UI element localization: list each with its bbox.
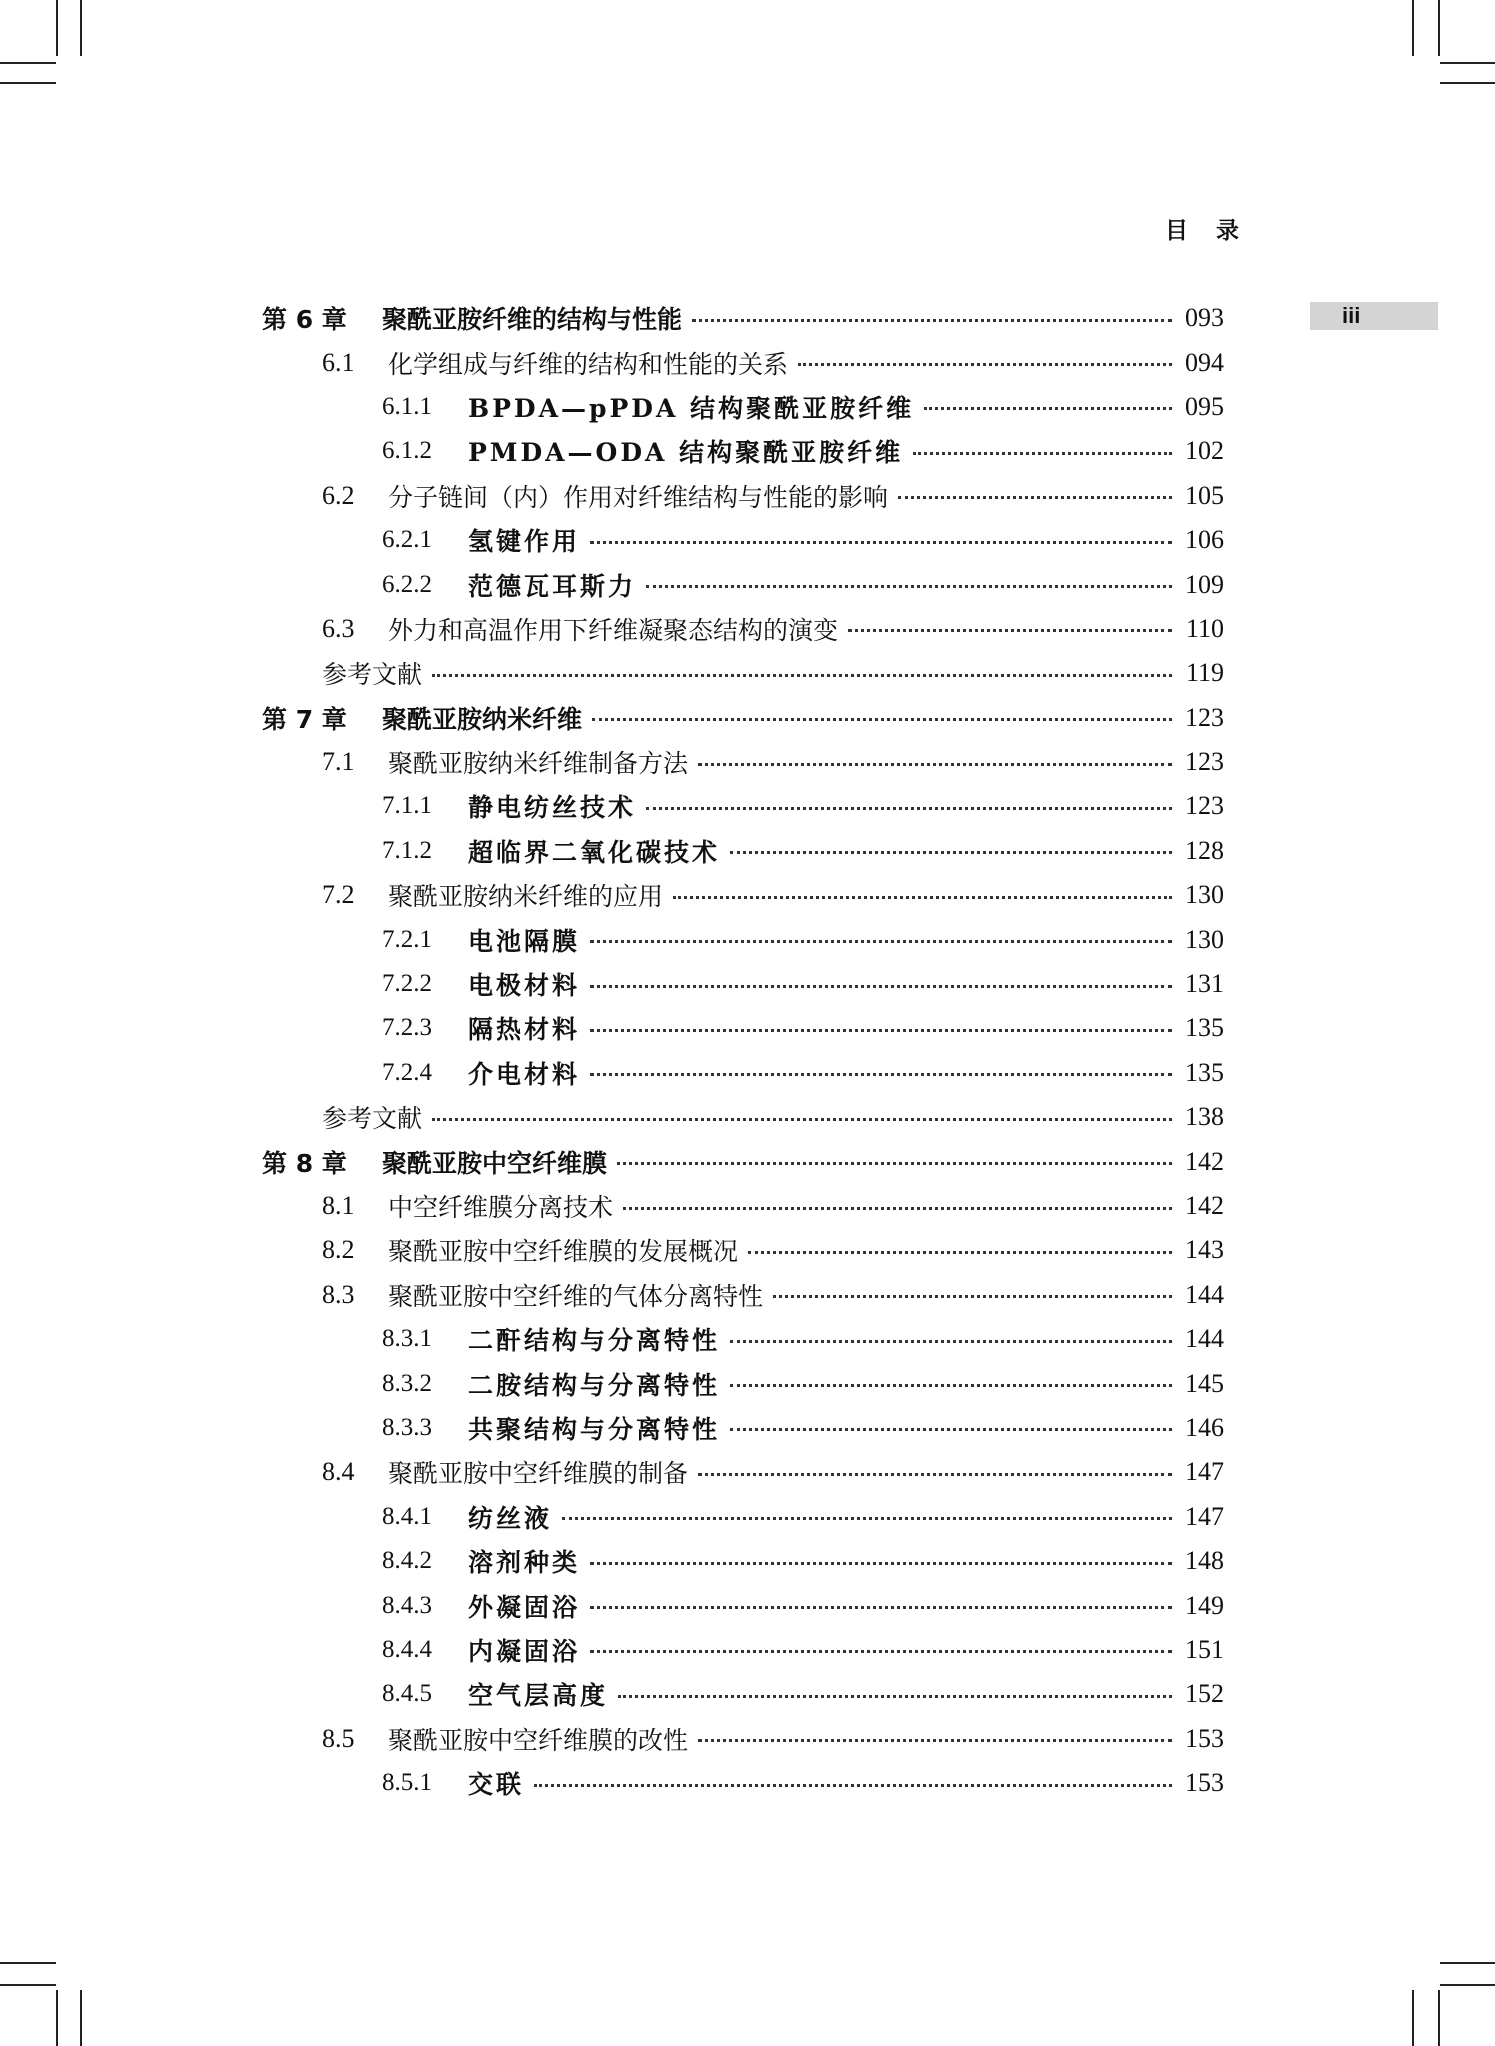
crop-mark bbox=[56, 1990, 58, 2046]
dot-leader bbox=[590, 1562, 1172, 1565]
dot-leader bbox=[432, 1118, 1172, 1121]
toc-entry-page: 138 bbox=[1185, 1102, 1224, 1132]
dot-leader bbox=[592, 718, 1172, 721]
toc-entry[interactable] bbox=[262, 518, 1224, 562]
toc-entry-title: 氢键作用 bbox=[468, 527, 581, 557]
crop-mark bbox=[56, 0, 58, 56]
toc-entry-number: 7.2.3 bbox=[382, 1014, 432, 1042]
dot-leader bbox=[534, 1784, 1172, 1787]
toc-entry[interactable] bbox=[262, 1273, 1224, 1317]
toc-entry-number: 6.1 bbox=[322, 347, 355, 377]
toc-entry-page: 135 bbox=[1185, 1013, 1224, 1043]
toc-entry-page: 144 bbox=[1185, 1279, 1224, 1309]
dot-leader bbox=[646, 585, 1172, 588]
crop-mark bbox=[1412, 0, 1414, 56]
toc-entry-number: 8.2 bbox=[322, 1235, 355, 1265]
toc-entry-number: 6.3 bbox=[322, 613, 355, 643]
dot-leader bbox=[698, 1473, 1172, 1476]
toc-entry-title: 聚酰亚胺中空纤维膜 bbox=[382, 1148, 608, 1178]
dot-leader bbox=[798, 363, 1172, 366]
toc-entry-page: 095 bbox=[1185, 391, 1224, 421]
toc-entry-number: 8.3.2 bbox=[382, 1369, 432, 1397]
toc-entry-page: 131 bbox=[1185, 969, 1224, 999]
toc-entry[interactable] bbox=[262, 1361, 1224, 1405]
toc-entry-title: 中空纤维膜分离技术 bbox=[388, 1193, 614, 1222]
toc-entry[interactable] bbox=[262, 385, 1224, 429]
dot-leader bbox=[432, 674, 1172, 677]
toc-entry-title: 参考文献 bbox=[322, 1104, 423, 1134]
crop-mark bbox=[1438, 1990, 1440, 2046]
toc-entry-page: 153 bbox=[1185, 1723, 1224, 1753]
toc-entry-title: 聚酰亚胺中空纤维膜的发展概况 bbox=[388, 1237, 739, 1267]
toc-entry-number: 6.1.2 bbox=[382, 437, 432, 465]
toc-entry-title: 共聚结构与分离特性 bbox=[468, 1414, 721, 1444]
toc-entry-number: 8.4 bbox=[322, 1457, 355, 1487]
dot-leader bbox=[730, 1384, 1172, 1387]
toc-entry[interactable] bbox=[262, 962, 1224, 1006]
dot-leader bbox=[730, 851, 1172, 854]
toc-entry[interactable] bbox=[262, 340, 1224, 384]
toc-entry[interactable] bbox=[262, 740, 1224, 784]
dot-leader bbox=[590, 1073, 1172, 1076]
toc-entry[interactable] bbox=[262, 1139, 1224, 1183]
toc-entry-page: 153 bbox=[1185, 1768, 1224, 1798]
crop-mark bbox=[1412, 1990, 1414, 2046]
toc-entry-page: 142 bbox=[1185, 1146, 1224, 1176]
crop-mark bbox=[0, 82, 56, 84]
toc-entry-number: 8.3.1 bbox=[382, 1325, 432, 1353]
toc-entry-page: 119 bbox=[1185, 658, 1224, 688]
toc-entry[interactable] bbox=[262, 873, 1224, 917]
toc-entry-page: 093 bbox=[1185, 303, 1224, 333]
dot-leader bbox=[898, 496, 1172, 499]
dot-leader bbox=[590, 1606, 1172, 1609]
crop-mark bbox=[0, 62, 56, 64]
crop-mark bbox=[1440, 82, 1495, 84]
toc-entry-title: BPDA—pPDA 结构聚酰亚胺纤维 bbox=[468, 393, 915, 423]
toc-entry-title: 聚酰亚胺中空纤维膜的制备 bbox=[388, 1459, 689, 1489]
dot-leader bbox=[590, 541, 1172, 544]
toc-entry-title: 静电纺丝技术 bbox=[468, 793, 637, 823]
toc-entry[interactable] bbox=[262, 1228, 1224, 1272]
toc-entry-title: 溶剂种类 bbox=[468, 1548, 581, 1578]
dot-leader bbox=[924, 407, 1172, 410]
toc-entry-title: 外凝固浴 bbox=[468, 1592, 581, 1622]
toc-entry-page: 145 bbox=[1185, 1368, 1224, 1398]
toc-entry-page: 143 bbox=[1185, 1235, 1224, 1265]
toc-entry-number: 7.1 bbox=[322, 747, 355, 777]
toc-entry-number: 8.4.2 bbox=[382, 1547, 432, 1575]
toc-entry-page: 106 bbox=[1185, 525, 1224, 555]
toc-entry-page: 148 bbox=[1185, 1546, 1224, 1576]
toc-entry[interactable] bbox=[262, 696, 1224, 740]
toc-entry-title: 聚酰亚胺中空纤维膜的改性 bbox=[388, 1725, 689, 1755]
toc-entry[interactable] bbox=[262, 1450, 1224, 1494]
toc-entry-title: 聚酰亚胺中空纤维的气体分离特性 bbox=[388, 1281, 764, 1311]
toc-entry-page: 123 bbox=[1185, 791, 1224, 821]
toc-entry-number: 8.4.3 bbox=[382, 1591, 432, 1619]
toc-entry-title: 二酐结构与分离特性 bbox=[468, 1326, 721, 1356]
toc-entry-title: 参考文献 bbox=[322, 660, 423, 690]
page-number-tab: iii bbox=[1310, 302, 1438, 330]
toc-entry-number: 第 7 章 bbox=[262, 704, 347, 734]
toc-entry-title: 范德瓦耳斯力 bbox=[468, 571, 637, 601]
toc-entry-number: 7.2.4 bbox=[382, 1058, 432, 1086]
toc-entry-page: 151 bbox=[1185, 1634, 1224, 1664]
dot-leader bbox=[730, 1428, 1172, 1431]
running-head: 目 录 bbox=[1165, 218, 1250, 244]
toc-entry-number: 8.4.5 bbox=[382, 1680, 432, 1708]
dot-leader bbox=[748, 1251, 1172, 1254]
toc-entry-title: 聚酰亚胺纳米纤维制备方法 bbox=[388, 749, 689, 779]
dot-leader bbox=[692, 319, 1172, 322]
dot-leader bbox=[590, 1650, 1172, 1653]
toc-entry-title: 空气层高度 bbox=[468, 1681, 609, 1711]
toc-entry[interactable] bbox=[262, 1051, 1224, 1095]
toc-entry-page: 110 bbox=[1185, 613, 1224, 643]
crop-mark bbox=[1440, 62, 1495, 64]
dot-leader bbox=[590, 985, 1172, 988]
dot-leader bbox=[698, 1739, 1172, 1742]
toc-entry-number: 6.2 bbox=[322, 480, 355, 510]
dot-leader bbox=[617, 1162, 1172, 1165]
toc-entry-number: 8.3.3 bbox=[382, 1413, 432, 1441]
toc-entry-page: 147 bbox=[1185, 1501, 1224, 1531]
crop-mark bbox=[1440, 1984, 1495, 1986]
toc-entry-number: 8.4.1 bbox=[382, 1502, 432, 1530]
toc-entry-title: 聚酰亚胺纳米纤维的应用 bbox=[388, 882, 664, 912]
toc-entry[interactable] bbox=[262, 829, 1224, 873]
toc-entry-number: 7.1.2 bbox=[382, 836, 432, 864]
toc-entry-title: PMDA—ODA 结构聚酰亚胺纤维 bbox=[468, 438, 904, 468]
toc-entry-title: 超临界二氧化碳技术 bbox=[468, 837, 721, 867]
toc-entry-title: 纺丝液 bbox=[468, 1503, 553, 1533]
toc-entry-title: 聚酰亚胺纤维的结构与性能 bbox=[382, 305, 683, 335]
toc-entry-page: 152 bbox=[1185, 1679, 1224, 1709]
toc-entry-page: 094 bbox=[1185, 347, 1224, 377]
dot-leader bbox=[646, 807, 1172, 810]
toc-entry-title: 二胺结构与分离特性 bbox=[468, 1370, 721, 1400]
toc-entry[interactable] bbox=[262, 1317, 1224, 1361]
toc-entry-number: 7.2.1 bbox=[382, 925, 432, 953]
toc-entry[interactable] bbox=[262, 429, 1224, 473]
toc-entry-page: 149 bbox=[1185, 1590, 1224, 1620]
toc-entry-number: 6.1.1 bbox=[382, 392, 432, 420]
toc-entry-number: 6.2.1 bbox=[382, 526, 432, 554]
toc-entry-number: 8.5 bbox=[322, 1723, 355, 1753]
crop-mark bbox=[1438, 0, 1440, 56]
toc-entry[interactable] bbox=[262, 1539, 1224, 1583]
toc-entry[interactable] bbox=[262, 1495, 1224, 1539]
toc-entry-page: 130 bbox=[1185, 924, 1224, 954]
toc-entry-number: 7.2 bbox=[322, 880, 355, 910]
dot-leader bbox=[590, 940, 1172, 943]
toc-entry-title: 电极材料 bbox=[468, 971, 581, 1001]
toc-entry[interactable] bbox=[262, 1406, 1224, 1450]
dot-leader bbox=[618, 1695, 1172, 1698]
toc-entry-title: 交联 bbox=[468, 1770, 525, 1800]
toc-entry[interactable] bbox=[262, 1761, 1224, 1805]
crop-mark bbox=[0, 1984, 56, 1986]
dot-leader bbox=[730, 1340, 1172, 1343]
table-of-contents bbox=[262, 296, 1224, 1805]
toc-entry-title: 电池隔膜 bbox=[468, 926, 581, 956]
toc-entry-number: 8.1 bbox=[322, 1191, 355, 1220]
toc-entry-number: 8.3 bbox=[322, 1279, 355, 1309]
dot-leader bbox=[913, 452, 1172, 455]
crop-mark bbox=[80, 0, 82, 56]
dot-leader bbox=[848, 629, 1172, 632]
toc-entry[interactable] bbox=[262, 1184, 1224, 1228]
toc-entry[interactable] bbox=[262, 651, 1224, 695]
toc-entry-number: 8.4.4 bbox=[382, 1635, 432, 1663]
dot-leader bbox=[773, 1295, 1172, 1298]
crop-mark bbox=[1440, 1962, 1495, 1964]
toc-entry-title: 分子链间（内）作用对纤维结构与性能的影响 bbox=[388, 482, 889, 512]
dot-leader bbox=[590, 1029, 1172, 1032]
toc-entry[interactable] bbox=[262, 474, 1224, 518]
toc-entry-title: 介电材料 bbox=[468, 1059, 581, 1089]
toc-entry-page: 105 bbox=[1185, 480, 1224, 510]
toc-entry-page: 135 bbox=[1185, 1057, 1224, 1087]
toc-entry-number: 第 6 章 bbox=[262, 305, 347, 335]
toc-entry-page: 130 bbox=[1185, 880, 1224, 910]
toc-entry-page: 147 bbox=[1185, 1457, 1224, 1487]
toc-entry-title: 化学组成与纤维的结构和性能的关系 bbox=[388, 349, 789, 379]
toc-entry[interactable] bbox=[262, 1095, 1224, 1139]
toc-entry[interactable] bbox=[262, 1583, 1224, 1627]
toc-entry[interactable] bbox=[262, 917, 1224, 961]
toc-entry[interactable] bbox=[262, 562, 1224, 606]
toc-entry-page: 109 bbox=[1185, 569, 1224, 599]
toc-entry-page: 102 bbox=[1185, 436, 1224, 466]
toc-entry[interactable] bbox=[262, 296, 1224, 340]
toc-entry-page: 123 bbox=[1185, 747, 1224, 777]
toc-entry-title: 外力和高温作用下纤维凝聚态结构的演变 bbox=[388, 615, 839, 645]
crop-mark bbox=[80, 1990, 82, 2046]
toc-entry[interactable] bbox=[262, 1006, 1224, 1050]
toc-entry-number: 第 8 章 bbox=[262, 1148, 347, 1178]
toc-entry-number: 8.5.1 bbox=[382, 1769, 432, 1797]
toc-entry-page: 144 bbox=[1185, 1324, 1224, 1354]
dot-leader bbox=[673, 896, 1172, 899]
toc-entry-number: 7.1.1 bbox=[382, 792, 432, 820]
toc-entry-page: 142 bbox=[1185, 1191, 1224, 1220]
toc-entry[interactable] bbox=[262, 1628, 1224, 1672]
dot-leader bbox=[698, 763, 1172, 766]
crop-mark bbox=[0, 1962, 56, 1964]
toc-entry-title: 聚酰亚胺纳米纤维 bbox=[382, 704, 583, 734]
toc-entry[interactable] bbox=[262, 1717, 1224, 1761]
toc-entry-title: 内凝固浴 bbox=[468, 1636, 581, 1666]
dot-leader bbox=[562, 1517, 1172, 1520]
toc-entry-title: 隔热材料 bbox=[468, 1015, 581, 1045]
toc-entry-page: 146 bbox=[1185, 1412, 1224, 1442]
toc-entry-page: 123 bbox=[1185, 702, 1224, 732]
toc-entry[interactable] bbox=[262, 1672, 1224, 1716]
toc-entry-number: 7.2.2 bbox=[382, 970, 432, 998]
toc-entry-page: 128 bbox=[1185, 835, 1224, 865]
toc-entry-number: 6.2.2 bbox=[382, 570, 432, 598]
toc-entry[interactable] bbox=[262, 607, 1224, 651]
toc-entry[interactable] bbox=[262, 784, 1224, 828]
dot-leader bbox=[623, 1207, 1172, 1210]
